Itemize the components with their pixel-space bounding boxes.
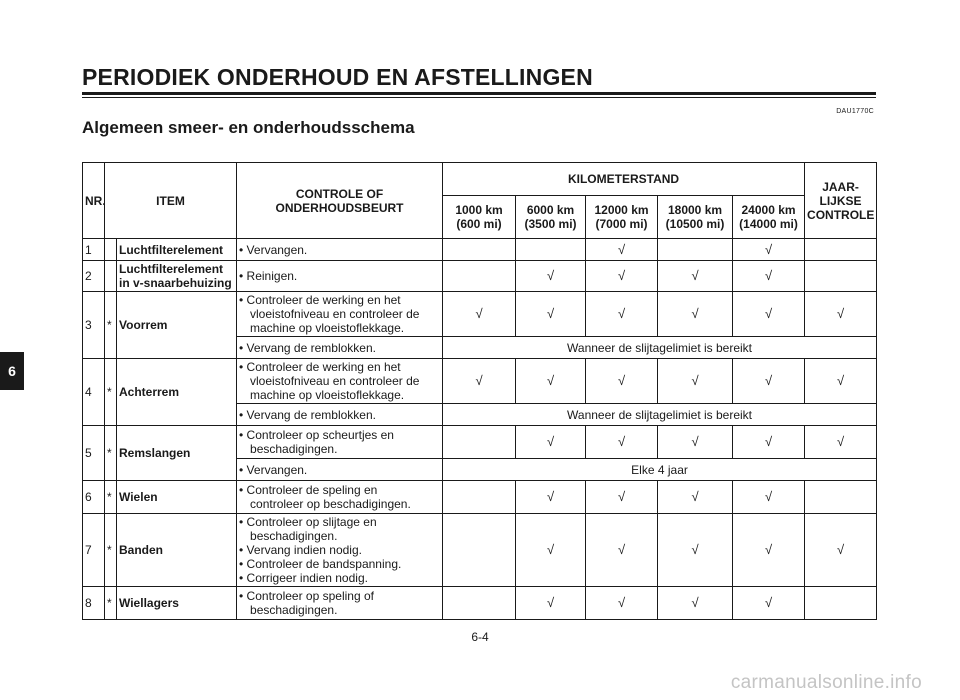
header-control: CONTROLE OF ONDERHOUDSBEURT: [237, 163, 443, 239]
row-item: Wielen: [117, 481, 237, 514]
action-line: • Controleer de speling en: [239, 483, 378, 497]
row-star: [105, 239, 117, 261]
watermark: carmanualsonline.info: [730, 672, 922, 693]
empty-cell: [443, 587, 516, 620]
check-mark-cell: √: [586, 292, 658, 337]
title-rule-thick: [82, 92, 876, 95]
check-mark-cell: √: [733, 481, 805, 514]
row-action: [237, 459, 443, 481]
table-row: [83, 292, 877, 337]
action-line: • Vervangen.: [239, 242, 308, 257]
action-line: • Corrigeer indien nodig.: [239, 571, 368, 585]
check-mark-cell: √: [516, 426, 586, 459]
action-line: • Controleer op speling of: [239, 589, 374, 603]
check-mark-cell: √: [516, 292, 586, 337]
action-line: • Vervang de remblokken.: [239, 407, 376, 422]
empty-cell: [443, 426, 516, 459]
row-action: [237, 337, 443, 359]
row-number: 2: [83, 261, 105, 292]
check-mark-cell: √: [805, 359, 877, 404]
row-number: 5: [83, 426, 105, 481]
action-line: • Vervang indien nodig.: [239, 543, 362, 557]
row-item: Wiellagers: [117, 587, 237, 620]
empty-cell: [805, 587, 877, 620]
row-star: *: [105, 359, 117, 426]
row-action: [237, 404, 443, 426]
empty-cell: [443, 239, 516, 261]
check-mark-cell: √: [733, 587, 805, 620]
empty-cell: [516, 239, 586, 261]
interval-note: Elke 4 jaar: [443, 459, 877, 481]
check-mark-cell: √: [586, 239, 658, 261]
row-number: 6: [83, 481, 105, 514]
check-mark-cell: √: [658, 359, 733, 404]
check-mark-cell: √: [516, 359, 586, 404]
row-action: [237, 292, 443, 337]
action-line: vloeistofniveau en controleer de: [250, 374, 420, 388]
table-row: [83, 239, 877, 261]
check-mark-cell: √: [733, 239, 805, 261]
empty-cell: [443, 261, 516, 292]
check-mark-cell: √: [733, 261, 805, 292]
empty-cell: [443, 514, 516, 587]
header-mileage-group: KILOMETERSTAND: [443, 163, 805, 196]
table-row: [83, 261, 877, 292]
action-line: controleer op beschadigingen.: [250, 497, 411, 511]
section-title: Algemeen smeer- en onderhoudsschema: [82, 118, 415, 137]
check-mark-cell: √: [658, 292, 733, 337]
table-row: [83, 587, 877, 620]
chapter-tab: 6: [0, 352, 24, 390]
row-star: *: [105, 514, 117, 587]
header-mileage-col: 6000 km (3500 mi): [516, 196, 586, 239]
row-number: 7: [83, 514, 105, 587]
header-mileage-col: 18000 km (10500 mi): [658, 196, 733, 239]
row-star: *: [105, 587, 117, 620]
check-mark-cell: √: [516, 481, 586, 514]
check-mark-cell: √: [586, 359, 658, 404]
action-line: beschadigingen.: [250, 603, 338, 617]
check-mark-cell: √: [805, 426, 877, 459]
empty-cell: [658, 239, 733, 261]
empty-cell: [805, 261, 877, 292]
title-rule-thin: [82, 97, 876, 98]
check-mark-cell: √: [586, 514, 658, 587]
check-mark-cell: √: [443, 359, 516, 404]
row-number: 8: [83, 587, 105, 620]
action-line: machine op vloeistoflekkage.: [250, 321, 405, 335]
check-mark-cell: √: [516, 587, 586, 620]
empty-cell: [805, 239, 877, 261]
row-action: [237, 261, 443, 292]
check-mark-cell: √: [586, 261, 658, 292]
schedule-body: [83, 239, 877, 620]
check-mark-cell: √: [733, 426, 805, 459]
header-mileage-col: 1000 km (600 mi): [443, 196, 516, 239]
action-line: • Vervang de remblokken.: [239, 340, 376, 355]
row-star: *: [105, 481, 117, 514]
page-number: 6-4: [471, 630, 489, 644]
row-action: [237, 239, 443, 261]
action-line: • Controleer de werking en het: [239, 293, 401, 307]
check-mark-cell: √: [516, 514, 586, 587]
check-mark-cell: √: [586, 587, 658, 620]
row-star: *: [105, 292, 117, 359]
check-mark-cell: √: [658, 261, 733, 292]
action-line: beschadigingen.: [250, 442, 338, 456]
table-row: [83, 481, 877, 514]
row-action: [237, 587, 443, 620]
header-nr: NR.: [83, 163, 105, 239]
row-item: Voorrem: [117, 292, 237, 359]
check-mark-cell: √: [658, 481, 733, 514]
check-mark-cell: √: [516, 261, 586, 292]
interval-note: Wanneer de slijtagelimiet is bereikt: [443, 337, 877, 359]
interval-note: Wanneer de slijtagelimiet is bereikt: [443, 404, 877, 426]
row-number: 3: [83, 292, 105, 359]
row-star: *: [105, 426, 117, 481]
row-number: 1: [83, 239, 105, 261]
header-yearly: JAAR-LIJKSE CONTROLE: [805, 163, 877, 239]
row-action: [237, 359, 443, 404]
row-number: 4: [83, 359, 105, 426]
row-action: [237, 481, 443, 514]
table-row: [83, 514, 877, 587]
row-star: [105, 261, 117, 292]
header-row-top: [83, 163, 877, 196]
check-mark-cell: √: [586, 481, 658, 514]
check-mark-cell: √: [658, 514, 733, 587]
table-row: [83, 359, 877, 404]
action-line: • Reinigen.: [239, 269, 298, 283]
chapter-title: PERIODIEK ONDERHOUD EN AFSTELLINGEN: [82, 64, 593, 90]
header-item: ITEM: [105, 163, 237, 239]
check-mark-cell: √: [658, 587, 733, 620]
action-line: vloeistofniveau en controleer de: [250, 307, 420, 321]
maintenance-schedule-table: [82, 162, 877, 620]
header-mileage-col: 12000 km (7000 mi): [586, 196, 658, 239]
row-action: [237, 426, 443, 459]
check-mark-cell: √: [733, 514, 805, 587]
check-mark-cell: √: [586, 426, 658, 459]
action-line: • Controleer op slijtage en: [239, 515, 377, 529]
table-row: [83, 426, 877, 459]
empty-cell: [443, 481, 516, 514]
row-item: Achterrem: [117, 359, 237, 426]
check-mark-cell: √: [443, 292, 516, 337]
check-mark-cell: √: [733, 359, 805, 404]
action-line: beschadigingen.: [250, 529, 338, 543]
empty-cell: [805, 481, 877, 514]
document-code: DAU1770C: [836, 108, 874, 115]
row-item: Luchtfilterelement: [117, 239, 237, 261]
action-line: • Controleer de bandspanning.: [239, 557, 402, 571]
action-line: • Controleer de werking en het: [239, 360, 401, 374]
action-line: • Controleer op scheurtjes en: [239, 428, 394, 442]
row-item: Luchtfilterelement in v-snaarbehuizing: [117, 261, 237, 292]
check-mark-cell: √: [805, 514, 877, 587]
row-item: Banden: [117, 514, 237, 587]
header-mileage-col: 24000 km (14000 mi): [733, 196, 805, 239]
check-mark-cell: √: [733, 292, 805, 337]
row-item: Remslangen: [117, 426, 237, 481]
action-line: machine op vloeistoflekkage.: [250, 388, 405, 402]
check-mark-cell: √: [805, 292, 877, 337]
check-mark-cell: √: [658, 426, 733, 459]
row-action: [237, 514, 443, 587]
action-line: • Vervangen.: [239, 462, 308, 477]
